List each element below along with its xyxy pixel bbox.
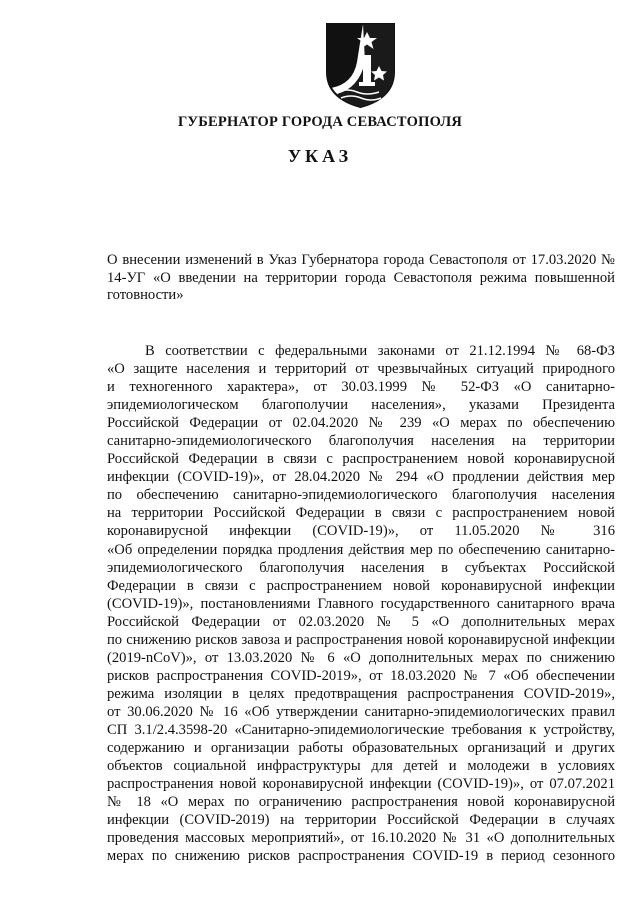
body-line: (2019-nCoV)», от 13.03.2020 № 6 «О дополнительных мерах по снижению <box>107 649 615 666</box>
sevastopol-coat-of-arms-icon <box>323 22 398 109</box>
body-line: рисков распространения COVID-2019», от 18.03.2020 № 7 «Об обеспечении <box>107 667 615 684</box>
decree-body <box>107 342 615 865</box>
body-line: Российской Федерации от 02.04.2020 № 239 «О мерах по обеспечению <box>107 415 615 432</box>
body-line: по обеспечению санитарно-эпидемиологического благополучия населения <box>107 487 615 504</box>
body-line: на территории Российской Федерации в связи с распространением новой <box>107 505 615 522</box>
body-line: распространения новой коронавирусной инфекции (COVID-19)», от 07.07.2021 <box>107 776 615 793</box>
body-line: «О защите населения и территорий от чрезвычайных ситуаций природного <box>107 361 615 378</box>
body-line: СП 3.1/2.4.3598-20 «Санитарно-эпидемиологические требования к устройству, <box>107 721 615 738</box>
body-line: «Об определении порядка продления действия мер по обеспечению санитарно- <box>107 541 615 558</box>
body-line: режима изоляции в целях предотвращения распространения COVID-2019», <box>107 685 615 702</box>
body-line: мерах по снижению рисков распространения COVID-19 в период сезонного <box>107 848 615 865</box>
decree-subject: О внесении изменений в Указ Губернатора города Севастополя от 17.03.2020 № 14-УГ «О введении на территории города Севастополя режима повышенной готовности» <box>107 252 615 304</box>
body-line: Российской Федерации в связи с распространением новой коронавирусной <box>107 451 615 468</box>
body-line: по снижению рисков завоза и распространения новой коронавирусной инфекции <box>107 631 615 648</box>
body-line: В соответствии с федеральными законами от 21.12.1994 № 68-ФЗ <box>145 343 615 359</box>
document-type-heading: УКАЗ <box>287 146 353 166</box>
body-line: объектов социальной инфраструктуры для детей и молодежи в условиях <box>107 758 615 775</box>
body-line: проведения массовых мероприятий», от 16.10.2020 № 31 «О дополнительных <box>107 830 615 847</box>
body-line: Федерации в связи с распространением новой коронавирусной инфекции <box>107 577 615 594</box>
body-line: коронавирусной инфекции (COVID-19)», от 11.05.2020 № 316 <box>107 523 615 540</box>
body-line: и техногенного характера», от 30.03.1999 № 52-ФЗ «О санитарно- <box>107 379 615 396</box>
body-line: от 30.06.2020 № 16 «Об утверждении санитарно-эпидемиологических правил <box>107 703 615 720</box>
body-line: эпидемиологическом благополучии населения», указами Президента <box>107 397 615 414</box>
body-line: санитарно-эпидемиологического благополучия населения на территории <box>107 433 615 450</box>
body-line: инфекции (COVID-2019) на территории Российской Федерации в случаях <box>107 812 615 829</box>
governor-title: ГУБЕРНАТОР ГОРОДА СЕВАСТОПОЛЯ <box>177 114 463 130</box>
body-line: № 18 «О мерах по ограничению распространения новой коронавирусной <box>107 794 615 811</box>
body-line: Российской Федерации от 02.03.2020 № 5 «О дополнительных мерах <box>107 613 615 630</box>
body-line: содержанию и организации работы образовательных организаций и других <box>107 740 615 757</box>
body-line: эпидемиологического благополучия населения в субъектах Российской <box>107 559 615 576</box>
body-line: инфекции (COVID-19)», от 28.04.2020 № 294 «О продлении действия мер <box>107 469 615 486</box>
body-line: (COVID-19)», постановлениями Главного государственного санитарного врача <box>107 595 615 612</box>
